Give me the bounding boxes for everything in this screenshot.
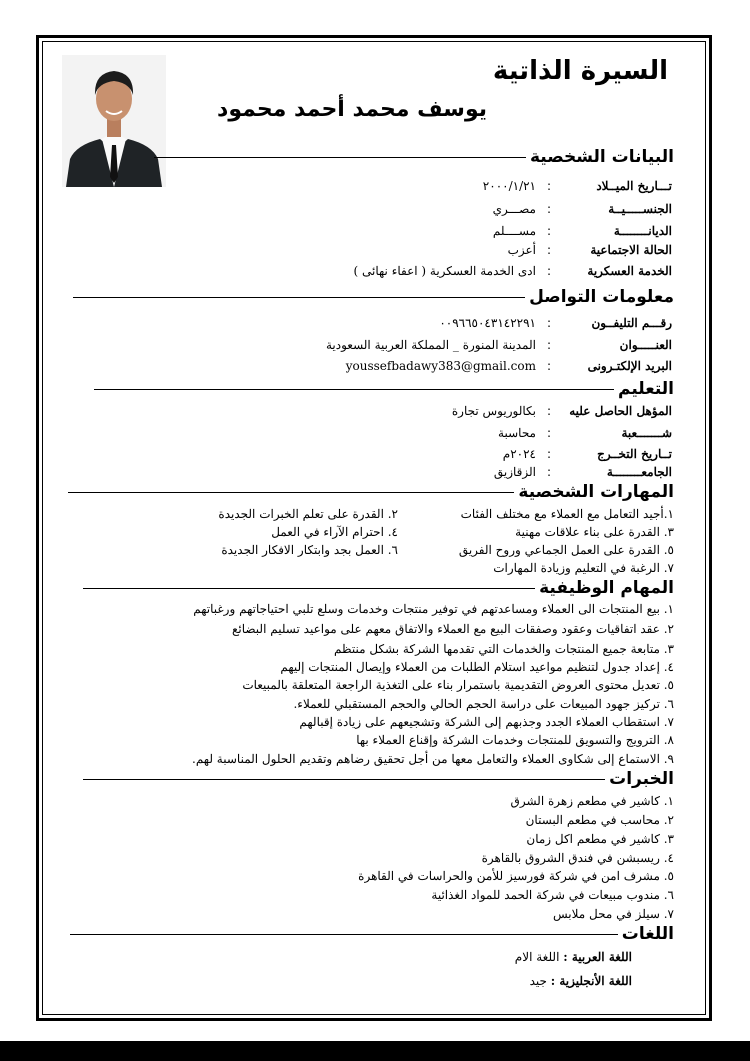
- section-divider: [70, 934, 618, 935]
- field-value: ٢٠٠٠/١/٢١: [482, 179, 536, 193]
- field-label: العنـــــوان: [619, 338, 672, 352]
- experience-item: ٢. محاسب في مطعم البستان: [525, 813, 674, 827]
- candidate-name: يوسف محمد أحمد محمود: [217, 97, 487, 122]
- field-label: الخدمة العسكرية: [587, 264, 672, 278]
- field-university: الجامعــــــــة : الزقازيق: [493, 465, 672, 479]
- language-english: [530, 974, 632, 988]
- field-graduation-date: تــاريخ التخــرج : ٢٠٢٤م: [502, 447, 672, 461]
- field-value: youssefbadawy383@gmail.com: [345, 359, 536, 373]
- section-divider: [154, 157, 526, 158]
- duty-item: ٥. تعديل محتوى العروض التقديمية باستمرار بناء على التغذية الراجعة المتعلقة بالمبيعات: [242, 678, 674, 692]
- section-divider: [73, 297, 525, 298]
- experience-item: ٣. كاشير في مطعم اكل زمان: [526, 832, 674, 846]
- section-experience: [83, 767, 674, 791]
- section-duties: [83, 576, 674, 600]
- duty-item: ٩. الاستماع إلى شكاوى العملاء والتعامل معها من أجل تحقيق رضاهم وتقديم الحلول المناسبة لهم.: [192, 752, 674, 766]
- skill-item: ٧. الرغبة في التعليم وزيادة المهارات: [493, 561, 674, 575]
- duty-item: ٤. إعداد جدول لتنظيم مواعيد استلام الطلبات من العملاء وإيصال المنتجات إليهم: [280, 660, 674, 674]
- field-label: البريد الإلكتـرونى: [587, 359, 672, 373]
- field-label: تـــاريخ الميــلاد: [596, 179, 672, 193]
- section-title-personal: البيانات الشخصية: [529, 147, 674, 167]
- duty-item: ٦. تركيز جهود المبيعات على دراسة الحجم الحالي والحجم المستقبلي للعملاء.: [293, 697, 674, 711]
- field-marital-status: الحالة الاجتماعية : أعزب: [507, 243, 672, 257]
- field-label: الجامعــــــــة: [606, 465, 672, 479]
- skill-item: ٦. العمل بجد وابتكار الافكار الجديدة: [221, 543, 398, 557]
- field-value: المدينة المنورة _ المملكة العربية السعودية: [325, 338, 536, 352]
- duty-item: ٧. استقطاب العملاء الجدد وجذبهم إلى الشركة وتشجيعهم على زيادة إقبالهم: [299, 715, 674, 729]
- language-label: اللغة العربية :: [563, 950, 632, 964]
- field-birth-date: تـــاريخ الميــلاد : ٢٠٠٠/١/٢١: [482, 179, 672, 193]
- field-qualification: المؤهل الحاصل عليه : بكالوريوس تجارة: [451, 404, 672, 418]
- field-nationality: الجنســـــيــة : مصـــري: [492, 202, 672, 216]
- language-level: اللغة الام: [514, 950, 560, 964]
- field-value: أعزب: [507, 243, 536, 257]
- field-value: محاسبة: [498, 426, 536, 440]
- section-title-education: التعليم: [618, 379, 674, 399]
- experience-item: ٦. مندوب مبيعات في شركة الحمد للمواد الغذائية: [431, 888, 674, 902]
- field-value: مصـــري: [492, 202, 536, 216]
- field-major: شـــــــعبة : محاسبة: [498, 426, 672, 440]
- experience-item: ٧. سيلز في محل ملابس: [552, 907, 674, 921]
- field-phone: رقـــم التليفــون : ٠٠٩٦٦٥٠٤٣١٤٢٢٩١: [439, 316, 672, 330]
- section-education: [94, 377, 674, 401]
- field-label: رقـــم التليفــون: [591, 316, 672, 330]
- field-label: الديانــــــــة: [613, 224, 672, 238]
- field-address: العنـــــوان : المدينة المنورة _ المملكة العربية السعودية: [325, 338, 672, 352]
- section-contact: [73, 285, 674, 309]
- section-title-skills: المهارات الشخصية: [518, 482, 674, 502]
- experience-item: ١. كاشير في مطعم زهرة الشرق: [510, 794, 674, 808]
- field-label: الحالة الاجتماعية: [590, 243, 672, 257]
- language-level: جيد: [529, 974, 547, 988]
- skill-item: ٢. القدرة على تعلم الخبرات الجديدة: [218, 507, 398, 521]
- field-value: مســــلم: [492, 224, 536, 238]
- language-arabic: [515, 950, 632, 964]
- field-label: الجنســـــيــة: [608, 202, 672, 216]
- field-military-service: الخدمة العسكرية : ادى الخدمة العسكرية ( اعفاء نهائى ): [353, 264, 672, 278]
- field-value: الزقازيق: [493, 465, 536, 479]
- field-label: المؤهل الحاصل عليه: [569, 404, 672, 418]
- field-label: تــاريخ التخــرج: [597, 447, 672, 461]
- duty-item: ١. بيع المنتجات الى العملاء ومساعدتهم في توفير منتجات وخدمات وسلع تلبي احتياجاتهم ورغباتهم: [193, 602, 674, 616]
- field-email: البريد الإلكتـرونى : youssefbadawy383@gmail.com: [345, 359, 672, 373]
- duty-item: ٢. عقد اتفاقيات وعقود وصفقات البيع مع العملاء والاتفاق معهم على مواعيد تسليم البضائع: [232, 622, 674, 636]
- duty-item: ٨. الترويج والتسويق للمنتجات وخدمات الشركة وإقناع العملاء بها: [356, 733, 674, 747]
- field-value: ٢٠٢٤م: [502, 447, 536, 461]
- experience-item: ٥. مشرف امن في شركة فورسيز للأمن والحراسات في القاهرة: [358, 869, 674, 883]
- section-title-languages: اللغات: [621, 924, 674, 944]
- document-title: السيرة الذاتية: [492, 56, 668, 86]
- section-divider: [68, 492, 514, 493]
- field-label: شـــــــعبة: [621, 426, 672, 440]
- profile-photo: [62, 55, 166, 187]
- section-divider: [94, 389, 614, 390]
- section-languages: [70, 922, 674, 946]
- section-title-duties: المهام الوظيفية: [539, 578, 674, 598]
- field-value: ٠٠٩٦٦٥٠٤٣١٤٢٢٩١: [439, 316, 536, 330]
- field-value: ادى الخدمة العسكرية ( اعفاء نهائى ): [353, 264, 536, 278]
- section-divider: [83, 588, 535, 589]
- skill-item: ٤. احترام الآراء في العمل: [271, 525, 398, 539]
- field-religion: الديانــــــــة : مســــلم: [492, 224, 672, 238]
- skill-item: ١.أجيد التعامل مع العملاء مع مختلف الفئات: [460, 507, 674, 521]
- section-title-experience: الخبرات: [609, 769, 674, 789]
- section-personal: [154, 145, 674, 169]
- field-value: بكالوريوس تجارة: [451, 404, 536, 418]
- section-title-contact: معلومات التواصل: [529, 287, 674, 307]
- page-bottom-bar: [0, 1041, 750, 1061]
- skill-item: ٣. القدرة على بناء علاقات مهنية: [515, 525, 674, 539]
- duty-item: ٣. متابعة جميع المنتجات والخدمات التي تقدمها الشركة بشكل منتظم: [334, 642, 674, 656]
- section-skills: [68, 480, 674, 504]
- language-label: اللغة الأنجليزية :: [550, 974, 632, 988]
- section-divider: [83, 779, 605, 780]
- experience-item: ٤. ريسبشن في فندق الشروق بالقاهرة: [481, 851, 674, 865]
- skill-item: ٥. القدرة على العمل الجماعي وروح الفريق: [458, 543, 674, 557]
